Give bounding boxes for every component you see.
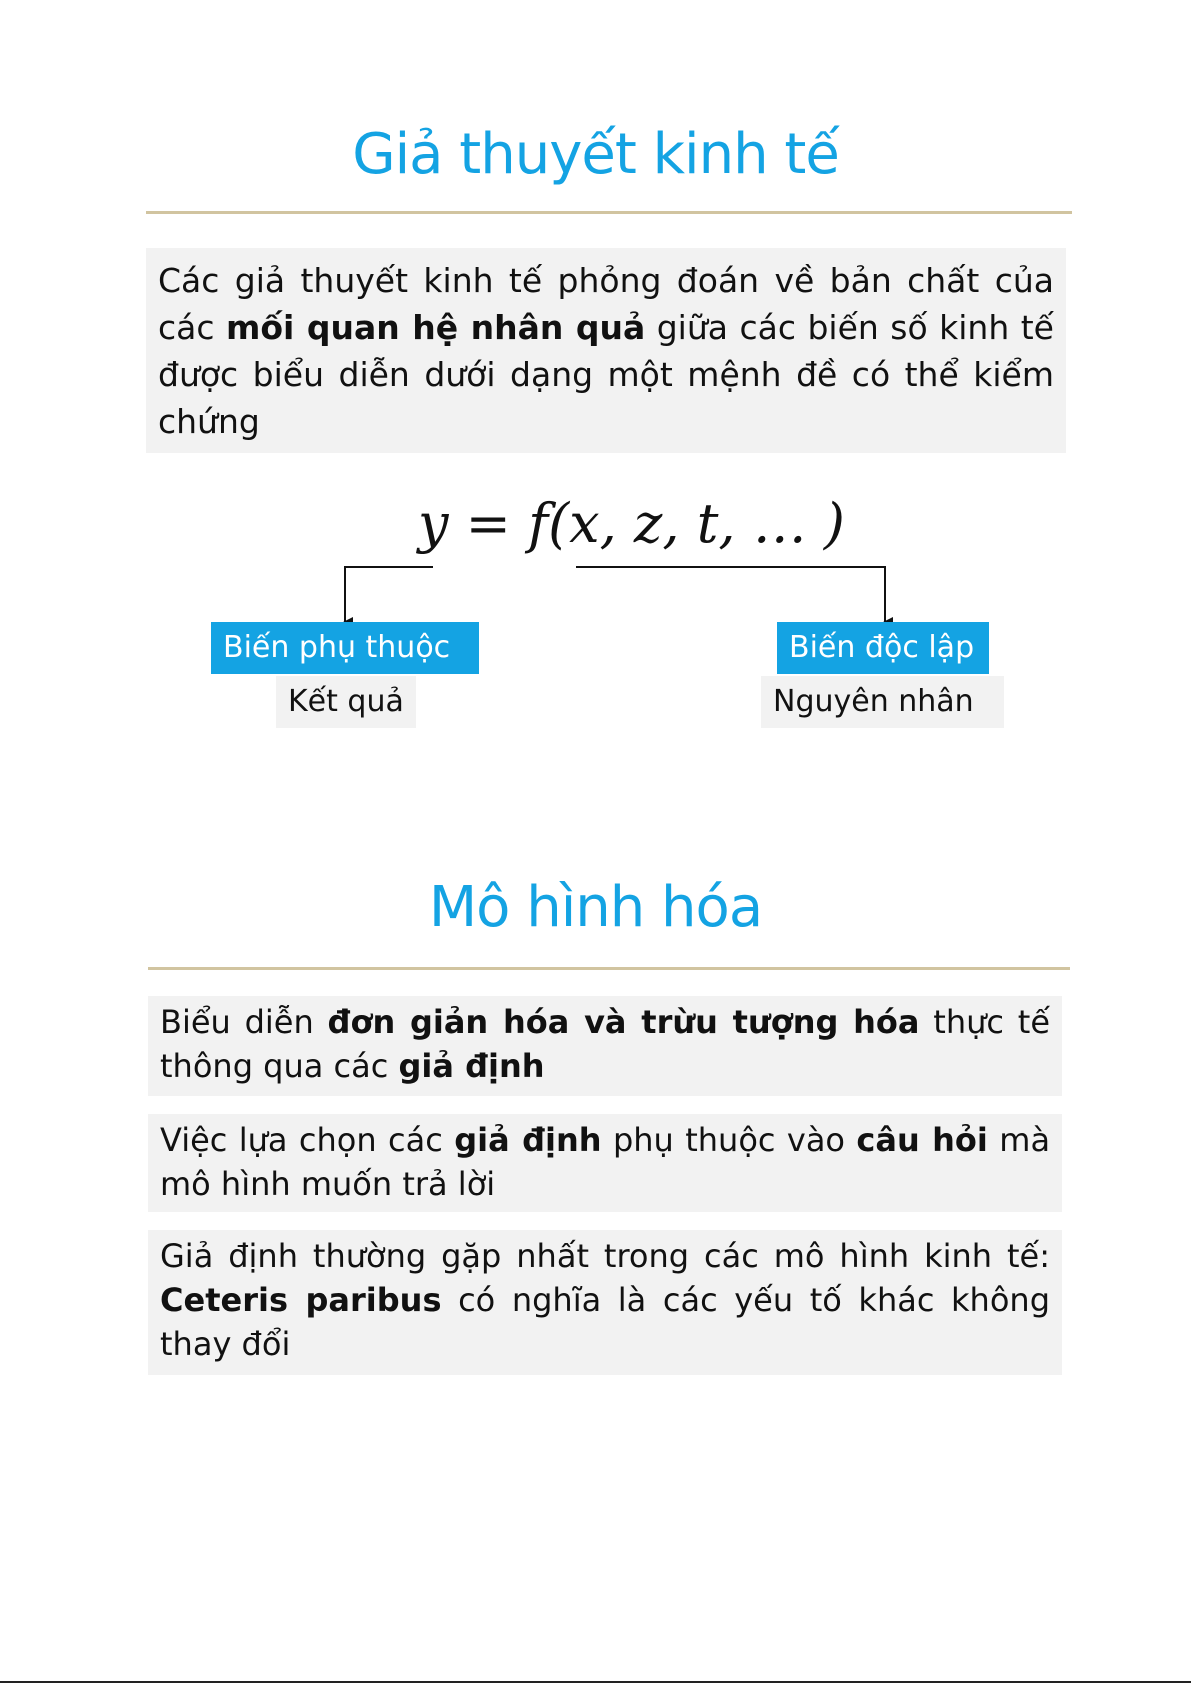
section-title-hypothesis: Giả thuyết kinh tế — [352, 122, 839, 187]
body-text: giữa các biến số kinh tế được biểu diễn dưới dạng một mệnh đề có thể kiểm chứng — [158, 308, 1054, 441]
body-text: Giả định thường gặp nhất trong các mô hình kinh tế: — [160, 1237, 1050, 1275]
emphasized-text: mối quan hệ nhân quả — [226, 308, 646, 347]
independent-variable-meaning: Nguyên nhân — [761, 676, 1004, 728]
emphasized-text: câu hỏi — [856, 1121, 988, 1159]
title-divider — [148, 967, 1070, 970]
emphasized-text: đơn giản hóa và trừu tượng hóa — [327, 1003, 920, 1041]
modeling-box-assumption-choice — [148, 1114, 1062, 1212]
body-text: Biểu diễn — [160, 1003, 328, 1041]
body-text: có nghĩa là các yếu tố khác không thay đổi — [160, 1281, 1051, 1363]
modeling-box-simplification — [148, 996, 1062, 1096]
dependent-variable-label: Biến phụ thuộc — [211, 622, 479, 674]
emphasized-text: giả định — [398, 1047, 545, 1085]
emphasized-text: Ceteris paribus — [160, 1281, 442, 1319]
independent-connector-arrow — [576, 567, 885, 622]
body-text: mà mô hình muốn trả lời — [160, 1121, 1051, 1203]
hypothesis-formula: y = f(x, z, t, … ) — [418, 492, 845, 555]
emphasized-text: giả định — [454, 1121, 602, 1159]
body-text: thực tế thông qua các — [160, 1003, 1051, 1085]
body-text: Các giả thuyết kinh tế phỏng đoán về bản chất của các — [158, 261, 1054, 347]
modeling-box-ceteris-paribus — [148, 1230, 1062, 1375]
body-text: Việc lựa chọn các — [160, 1121, 455, 1159]
dependent-connector-arrow — [345, 567, 433, 622]
dependent-variable-meaning: Kết quả — [276, 676, 416, 728]
page-bottom-border — [0, 1681, 1191, 1683]
independent-variable-label: Biến độc lập — [777, 622, 989, 674]
section-title-modeling: Mô hình hóa — [428, 875, 763, 940]
variable-diagram — [0, 0, 1191, 760]
body-text: phụ thuộc vào — [601, 1121, 857, 1159]
